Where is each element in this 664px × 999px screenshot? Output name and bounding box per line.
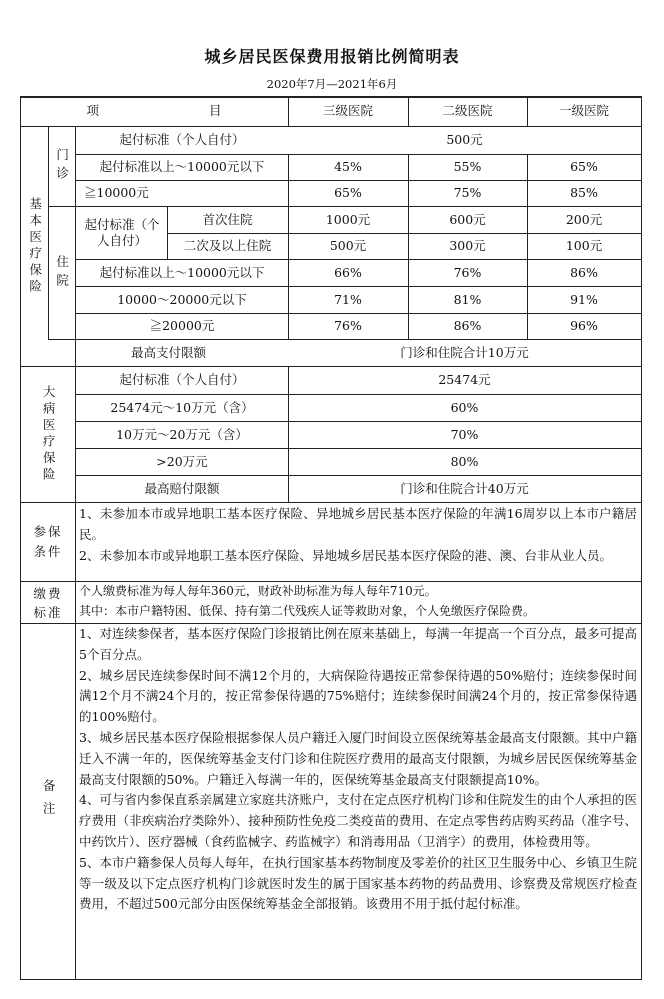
outpatient-label-text: 门诊 xyxy=(54,148,70,185)
note-item-3: 3、城乡居民基本医疗保险根据参保人员户籍迁入厦门时间设立医保统筹基金最高支付限额。其中户籍迁入不满一年的，医保统筹基金支付门诊和住院医疗费用的最高支付限额，为城乡居民医保统筹基金最高支付限额的50%。户籍迁入每满一年的，医保统筹基金最高支付限额提高10%。 xyxy=(79,729,637,787)
outpatient-deductible-value: 500元 xyxy=(446,132,483,148)
note-item-5: 5、本市户籍参保人员每人每年，在执行国家基本药物制度及零差价的社区卫生服务中心、乡镇卫生院等一级及以下定点医疗机构门诊就医时发生的属于国家基本药物的药品费用、诊察费及常规医疗检查费用，不超过500元部分由医保统筹基金全部报销。该费用不用于抵付起付标准。 xyxy=(79,854,637,912)
inpatient-rate-row2-label: 10000～20000元以下 xyxy=(117,291,247,307)
serious-illness-label-text: 大病医疗保险 xyxy=(41,385,57,484)
basic-max-payment-label: 最高支付限额 xyxy=(130,344,206,360)
serious-deductible-value: 25474元 xyxy=(438,372,491,388)
outpatient-rate-row1-tertiary: 45% xyxy=(334,159,362,175)
serious-rate-row2-label: 10万元～20万元（含） xyxy=(116,426,248,442)
fee-standard-text xyxy=(79,581,639,623)
outpatient-rate-row2-primary: 85% xyxy=(570,185,598,201)
serious-rate-row2-value: 70% xyxy=(450,426,479,442)
inpatient-rate-row1-primary: 86% xyxy=(570,264,598,280)
inpatient-second-tertiary: 500元 xyxy=(329,238,367,254)
basic-max-payment-value: 门诊和住院合计10万元 xyxy=(400,344,529,360)
note-item-4: 4、可与省内参保直系亲属建立家庭共济账户，支付在定点医疗机构门诊和住院发生的由个人承担的医疗费用（非疾病治疗类除外）、接种预防性免疫二类疫苗的费用、在定点零售药店购买药品（准字号、中药饮片）、医疗器械（食药监械字、药监械字）和消毒用品（卫消字）的费用，体检费用等。 xyxy=(79,792,637,849)
inpatient-rate-row1-tertiary: 66% xyxy=(334,264,362,280)
serious-deductible-label: 起付标准（个人自付） xyxy=(119,372,245,388)
inpatient-first-label: 首次住院 xyxy=(202,211,253,227)
inpatient-rate-row2-primary: 91% xyxy=(570,291,598,307)
inpatient-deductible-label: 起付标准（个人自付） xyxy=(84,216,160,248)
outpatient-label xyxy=(48,127,75,206)
grid-line xyxy=(641,96,642,980)
grid-line xyxy=(75,126,76,980)
outpatient-deductible-label: 起付标准（个人自付） xyxy=(119,132,245,148)
document-title: 城乡居民医保费用报销比例简明表 xyxy=(204,47,460,66)
inpatient-label-text: 住院 xyxy=(54,254,70,292)
notes-text xyxy=(79,624,637,979)
inpatient-second-primary: 100元 xyxy=(565,238,603,254)
eligibility-text xyxy=(79,503,637,581)
grid-line xyxy=(20,979,642,980)
inpatient-first-primary: 200元 xyxy=(565,211,603,227)
outpatient-rate-row2-secondary: 75% xyxy=(453,185,482,201)
inpatient-rate-row3-primary: 96% xyxy=(570,318,598,334)
inpatient-first-tertiary: 1000元 xyxy=(325,211,371,227)
header-item-label xyxy=(20,97,288,126)
header-secondary-hospital: 二级医院 xyxy=(442,103,493,119)
eligibility-item-1: 1、未参加本市或异地职工基本医疗保险、异地城乡居民基本医疗保险的年满16周岁以上本市户籍居民。 xyxy=(79,506,637,542)
serious-rate-row3-value: 80% xyxy=(450,453,479,469)
inpatient-rate-row2-tertiary: 71% xyxy=(334,291,362,307)
inpatient-rate-row3-label: ≧20000元 xyxy=(149,318,215,334)
note-item-1: 1、对连续参保者，基本医疗保险门诊报销比例在原来基础上，每满一年提高一个百分点，最多可提高5个百分点。 xyxy=(79,626,637,662)
eligibility-label-text: 参保条件 xyxy=(33,524,63,559)
serious-max-payment-value: 门诊和住院合计40万元 xyxy=(400,480,529,496)
header-primary-hospital: 一级医院 xyxy=(558,103,609,119)
header-tertiary-hospital: 三级医院 xyxy=(322,103,373,119)
fee-standard-label-text: 缴费标准 xyxy=(33,585,63,620)
eligibility-item-2: 2、未参加本市或异地职工基本医疗保险、异地城乡居民基本医疗保险的港、澳、台非从业人员。 xyxy=(79,548,612,563)
serious-illness-label xyxy=(21,367,75,502)
outpatient-rate-row2-label: ≧10000元 xyxy=(84,185,149,201)
basic-insurance-label-text: 基本医疗保险 xyxy=(27,197,43,296)
inpatient-second-secondary: 300元 xyxy=(449,238,486,254)
header-item-char-2: 目 xyxy=(209,103,222,119)
header-item-char-1: 项 xyxy=(86,103,99,119)
serious-rate-row1-label: 25474元～10万元（含） xyxy=(110,399,254,415)
fee-standard-item-2: 其中：本市户籍特困、低保、持有第二代残疾人证等救助对象，个人免缴医疗保险费。 xyxy=(79,604,536,618)
inpatient-label xyxy=(48,207,75,339)
note-item-2: 2、城乡居民连续参保时间不满12个月的，大病保险待遇按正常参保待遇的50%赔付；连续参保时间满12个月不满24个月的，按正常参保待遇的75%赔付；连续参保时间满24个月的，按正常参保待遇的100%赔付。 xyxy=(79,667,637,725)
fee-standard-label xyxy=(21,582,75,623)
outpatient-rate-row1-secondary: 55% xyxy=(453,159,482,175)
outpatient-rate-row2-tertiary: 65% xyxy=(334,185,362,201)
notes-label-text: 备注 xyxy=(41,779,57,824)
fee-standard-item-1: 个人缴费标准为每人每年360元，财政补助标准为每人每年710元。 xyxy=(79,584,437,598)
inpatient-second-label: 二次及以上住院 xyxy=(183,238,272,254)
inpatient-first-secondary: 600元 xyxy=(449,211,486,227)
outpatient-rate-row1-primary: 65% xyxy=(570,159,598,175)
inpatient-rate-row3-secondary: 86% xyxy=(453,318,482,334)
document-subtitle: 2020年7月—2021年6月 xyxy=(266,77,398,91)
serious-rate-row1-value: 60% xyxy=(450,399,479,415)
notes-label xyxy=(21,624,75,979)
serious-rate-row3-label: >20万元 xyxy=(156,453,208,469)
inpatient-rate-row2-secondary: 81% xyxy=(453,291,482,307)
inpatient-rate-row3-tertiary: 76% xyxy=(334,318,362,334)
inpatient-rate-row1-label: 起付标准以上～10000元以下 xyxy=(99,264,265,280)
serious-max-payment-label: 最高赔付限额 xyxy=(144,480,220,496)
outpatient-rate-row1-label: 起付标准以上～10000元以下 xyxy=(99,159,265,175)
basic-insurance-label xyxy=(21,127,48,366)
eligibility-label xyxy=(21,503,75,581)
inpatient-rate-row1-secondary: 76% xyxy=(453,264,482,280)
